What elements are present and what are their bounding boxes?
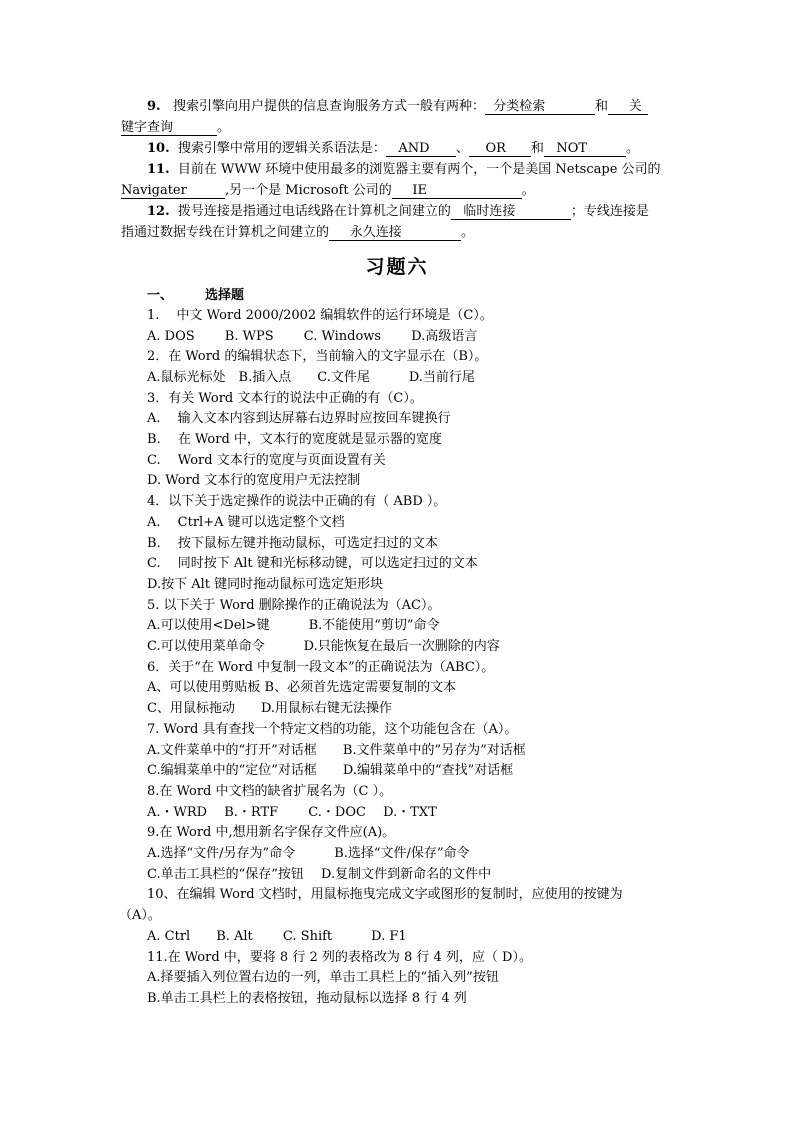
question-line: 6．关于“在 Word 中复制一段文本”的正确说法为（ABC）。 (147, 660, 495, 675)
option-line: B. 按下鼠标左键并拖动鼠标，可选定扫过的文本 (147, 536, 438, 551)
question-line: 11.在 Word 中，要将 8 行 2 列的表格改为 8 行 4 列，应（ D）。 (147, 950, 532, 965)
option-line: C. Word 文本行的宽度与页面设置有关 (147, 453, 386, 468)
option-line: B.单击工具栏上的表格按钮，拖动鼠标以选择 8 行 4 列 (147, 991, 467, 1006)
question-line: 2．在 Word 的编辑状态下，当前输入的文字显示在（B）。 (147, 349, 488, 364)
option-line: C.可以使用菜单命令 D.只能恢复在最后一次删除的内容 (147, 639, 500, 654)
fill-q12-line2: 指通过数据专线在计算机之间建立的 永久连接 。 (121, 225, 475, 240)
fill-q9-line1: 9. 搜索引擎向用户提供的信息查询服务方式一般有两种： 分类检索 和 关 (147, 99, 648, 115)
fill-q9-answer2b: 键字查询 (121, 121, 217, 136)
question-line: 8.在 Word 中文档的缺省扩展名为（C ）。 (147, 784, 393, 799)
question-line-cont: （A）。 (119, 908, 161, 923)
question-line: 3．有关 Word 文本行的说法中正确的有（C）。 (147, 391, 423, 406)
question-line: 7. Word 具有查找一个特定文档的功能，这个功能包含在（A）。 (147, 722, 518, 737)
fill-q10-answer3: NOT (544, 142, 626, 157)
fill-q11-answer1: Navigater (121, 184, 225, 199)
option-line: C、用鼠标拖动 D.用鼠标右键无法操作 (147, 701, 393, 716)
option-line: B. 在 Word 中，文本行的宽度就是显示器的宽度 (147, 432, 442, 447)
option-line: A.・WRD B.・RTF C.・DOC D.・TXT (147, 805, 437, 820)
fill-q12-answer2: 永久连接 (329, 226, 461, 241)
option-line: A.可以使用<Del>键 B.不能使用“剪切”命令 (147, 618, 440, 633)
option-line: A. Ctrl B. Alt C. Shift D. F1 (147, 929, 407, 944)
fill-q10-answer1: AND (386, 142, 456, 157)
option-line: A.择要插入列位置右边的一列，单击工具栏上的“插入列”按钮 (147, 970, 499, 985)
fill-q12-answer1: 临时连接 (451, 205, 571, 220)
option-line: A.文件菜单中的“打开”对话框 B.文件菜单中的”另存为”对话框 (147, 743, 526, 758)
fill-q9-line2: 键字查询 。 (121, 120, 231, 135)
fill-q9-answer1: 分类检索 (485, 100, 595, 115)
option-line: D.按下 Alt 键同时拖动鼠标可选定矩形块 (147, 577, 384, 592)
fill-q10-answer2: OR (469, 142, 531, 157)
option-line: A.鼠标光标处 B.插入点 C.文件尾 D.当前行尾 (147, 370, 475, 385)
fill-q10-line: 10. 搜索引擎中常用的逻辑关系语法是： AND 、 OR 和 NOT 。 (147, 141, 639, 156)
question-line: 9.在 Word 中,想用新名字保存文件应(A)。 (147, 825, 396, 840)
fill-q12-line1: 12. 拨号连接是指通过电话线路在计算机之间建立的 临时连接 ；专线连接是 (147, 204, 649, 219)
fill-q11-answer2: IE (392, 184, 522, 199)
fill-q11-line1: 11. 目前在 WWW 环境中使用最多的浏览器主要有两个，一个是美国 Netscape 公司的 (147, 162, 661, 177)
option-line: C.编辑菜单中的“定位”对话框 D.编辑菜单中的“查找”对话框 (147, 763, 514, 778)
question-line: 10、在编辑 Word 文档时，用鼠标拖曳完成文字或图形的复制时，应使用的按键为 (147, 887, 623, 902)
option-line: C.单击工具栏的“保存”按钮 D.复制文件到新命名的文件中 (147, 867, 492, 882)
option-line: A、可以使用剪贴板 B、必须首先选定需要复制的文本 (147, 680, 457, 695)
section-heading: 一、 选择题 (147, 288, 245, 303)
option-line: C. 同时按下 Alt 键和光标移动键，可以选定扫过的文本 (147, 556, 478, 571)
option-line: D. Word 文本行的宽度用户无法控制 (147, 473, 361, 488)
question-line: 4．以下关于选定操作的说法中正确的有（ ABD ）。 (147, 494, 447, 509)
fill-q9-answer2a: 关 (608, 100, 648, 115)
fill-q11-line2: Navigater ,另一个是 Microsoft 公司的 IE 。 (121, 183, 535, 198)
page-title: 习题六 (365, 256, 429, 278)
option-line: A.选择“文件/另存为”命令 B.选择“文件/保存”命令 (147, 846, 470, 861)
question-line: 1. 中文 Word 2000/2002 编辑软件的运行环境是（C）。 (147, 308, 493, 323)
option-line: A. DOS B. WPS C. Windows D.高级语言 (147, 329, 478, 344)
option-line: A. 输入文本内容到达屏幕右边界时应按回车键换行 (147, 411, 451, 426)
option-line: A. Ctrl+A 键可以选定整个文档 (147, 515, 345, 530)
question-line: 5. 以下关于 Word 删除操作的正确说法为（AC）。 (147, 598, 441, 613)
